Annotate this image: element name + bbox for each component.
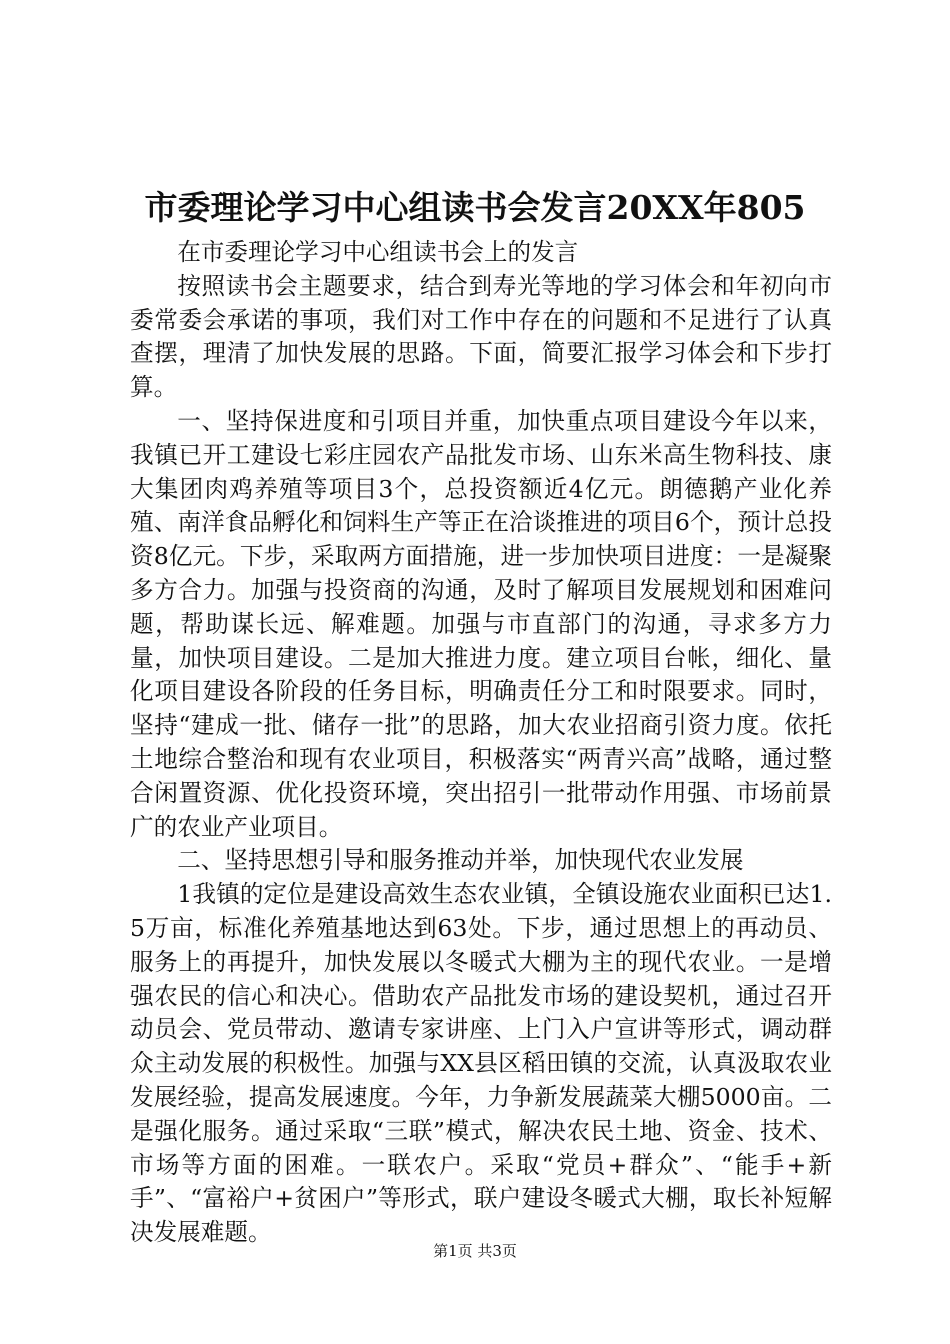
document-body bbox=[130, 236, 832, 1250]
paragraph-section-two-heading: 二、坚持思想引导和服务推动并举，加快现代农业发展 bbox=[177, 846, 744, 875]
paragraph-section-two-body: 1我镇的定位是建设高效生态农业镇，全镇设施农业面积已达1.5万亩，标准化养殖基地达到63处。下步，通过思想上的再动员、服务上的再提升，加快发展以冬暖式大棚为主的现代农业。一是增强农民的信心和决心。借助农产品批发市场的建设契机，通过召开动员会、党员带动、邀请专家讲座、上门入户宣讲等形式，调动群众主动发展的积极性。加强与XX县区稻田镇的交流，认真汲取农业发展经验，提高发展速度。今年，力争新发展蔬菜大棚5000亩。二是强化服务。通过采取“三联”模式，解决农民土地、资金、技术、市场等方面的困难。一联农户。采取“党员+群众”、“能手+新手”、“富裕户+贫困户”等形式，联户建设冬暖式大棚，取长补短解决发展难题。 bbox=[130, 880, 832, 1247]
paragraph-subtitle: 在市委理论学习中心组读书会上的发言 bbox=[177, 238, 579, 266]
page-number-footer: 第1页 共3页 bbox=[433, 1242, 517, 1260]
paragraph-intro: 按照读书会主题要求，结合到寿光等地的学习体会和年初向市委常委会承诺的事项，我们对工作中存在的问题和不足进行了认真查摆，理清了加快发展的思路。下面，简要汇报学习体会和下步打算。 bbox=[130, 271, 832, 402]
paragraph-section-one: 一、坚持保进度和引项目并重，加快重点项目建设今年以来，我镇已开工建设七彩庄园农产品批发市场、山东米高生物科技、康大集团肉鸡养殖等项目3个，总投资额近4亿元。朗德鹅产业化养殖、南洋食品孵化和饲料生产等正在洽谈推进的项目6个，预计总投资8亿元。下步，采取两方面措施，进一步加快项目进度：一是凝聚多方合力。加强与投资商的沟通，及时了解项目发展规划和困难问题，帮助谋长远、解难题。加强与市直部门的沟通，寻求多方力量，加快项目建设。二是加大推进力度。建立项目台帐，细化、量化项目建设各阶段的任务目标，明确责任分工和时限要求。同时，坚持“建成一批、储存一批”的思路，加大农业招商引资力度。依托土地综合整治和现有农业项目，积极落实“两青兴高”战略，通过整合闲置资源、优化投资环境，突出招引一批带动作用强、市场前景广的农业产业项目。 bbox=[130, 406, 832, 841]
document-title: 市委理论学习中心组读书会发言20XX年805 bbox=[144, 188, 806, 227]
